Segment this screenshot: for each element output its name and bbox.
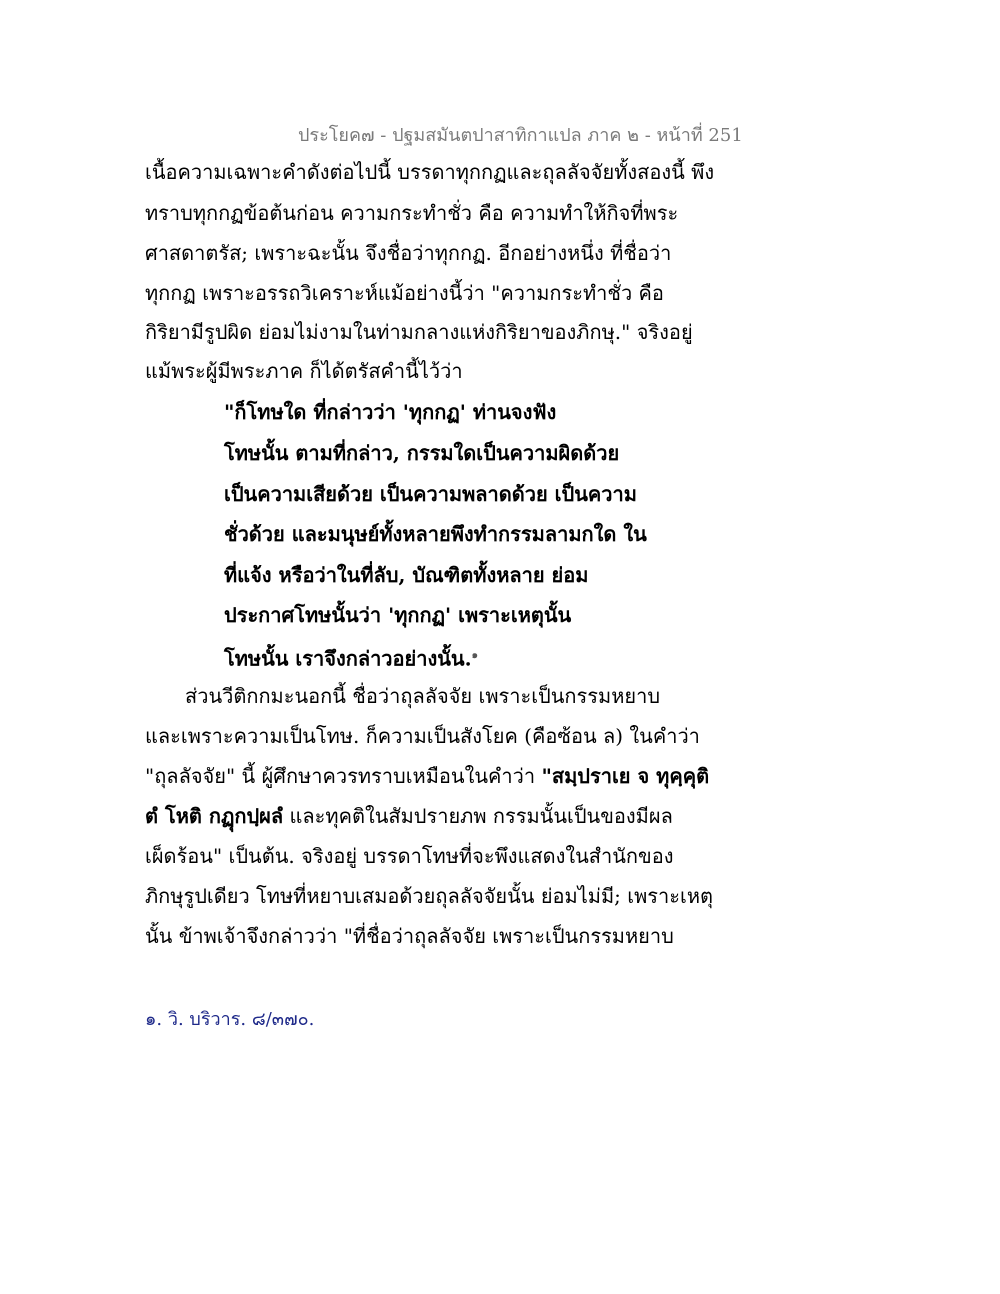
body-line: ทราบทุกกฏข้อต้นก่อน ความกระทำชั่ว คือ ความทำให้กิจที่พระ [145,201,679,225]
body-line [145,802,673,830]
body-line: กิริยามีรูปผิด ย่อมไม่งามในท่ามกลางแห่งกิริยาของภิกษุ." จริงอยู่ [145,320,693,344]
quote-line: ประกาศโทษนั้นว่า 'ทุกกฏ' เพราะเหตุนั้น [224,603,572,627]
quote-text: โทษนั้น เราจึงกล่าวอย่างนั้น. [224,646,472,671]
body-line [145,762,709,790]
quote-line: โทษนั้น ตามที่กล่าว, กรรมใดเป็นความผิดด้วย [224,441,620,465]
footnote: ๑. วิ. บริวาร. ๘/๓๗๐. [145,1009,315,1030]
body-line: เผ็ดร้อน" เป็นต้น. จริงอยู่ บรรดาโทษที่จะพึงแสดงในสำนักของ [145,844,674,868]
quote-line: "ก็โทษใด ที่กล่าวว่า 'ทุกกฏ' ท่านจงฟัง [224,400,557,424]
body-text: และทุคติในสัมปรายภพ กรรมนั้นเป็นของมีผล [283,804,673,828]
body-line: แม้พระผู้มีพระภาค ก็ได้ตรัสคำนี้ไว้ว่า [145,359,463,383]
body-text: "ถุลลัจจัย" นี้ ผู้ศึกษาควรทราบเหมือนในคำว่า [145,764,542,788]
running-header: ประโยค๗ - ปฐมสมันตปาสาทิกาแปล ภาค ๒ - หน้าที่ 251 [298,125,743,146]
body-line: ภิกษุรูปเดียว โทษที่หยาบเสมอด้วยถุลลัจจัยนั้น ย่อมไม่มี; เพราะเหตุ [145,884,713,908]
body-line: นั้น ข้าพเจ้าจึงกล่าวว่า "ที่ชื่อว่าถุลลัจจัย เพราะเป็นกรรมหยาบ [145,924,674,948]
body-line: ศาสดาตรัส; เพราะฉะนั้น จึงชื่อว่าทุกกฏ. อีกอย่างหนึ่ง ที่ชื่อว่า [145,241,672,265]
quote-line: เป็นความเสียด้วย เป็นความพลาดด้วย เป็นความ [224,482,637,506]
body-line: เนื้อความเฉพาะคำดังต่อไปนี้ บรรดาทุกกฏและถุลลัจจัยทั้งสองนี้ พึง [145,160,715,184]
quote-line: ที่แจ้ง หรือว่าในที่ลับ, บัณฑิตทั้งหลาย ย่อม [224,563,589,587]
quote-line: ชั่วด้วย และมนุษย์ทั้งหลายพึงทำกรรมลามกใด ใน [224,522,647,546]
footnote-reference-marker: ๑ [471,650,478,661]
pali-quote-text: ตํ โหติ กฏุกปฺผลํ [145,804,284,828]
pali-quote-text: "สมฺปราเย จ ทุคฺคุติ [541,764,710,788]
body-line: และเพราะความเป็นโทษ. ก็ความเป็นสังโยค (คือซ้อน ล) ในคำว่า [145,724,700,748]
quote-line-last [224,642,478,673]
body-line: ทุกกฏ เพราะอรรถวิเคราะห์แม้อย่างนี้ว่า "ความกระทำชั่ว คือ [145,281,664,305]
body-line: ส่วนวีติกกมะนอกนี้ ชื่อว่าถุลลัจจัย เพราะเป็นกรรมหยาบ [185,684,661,708]
